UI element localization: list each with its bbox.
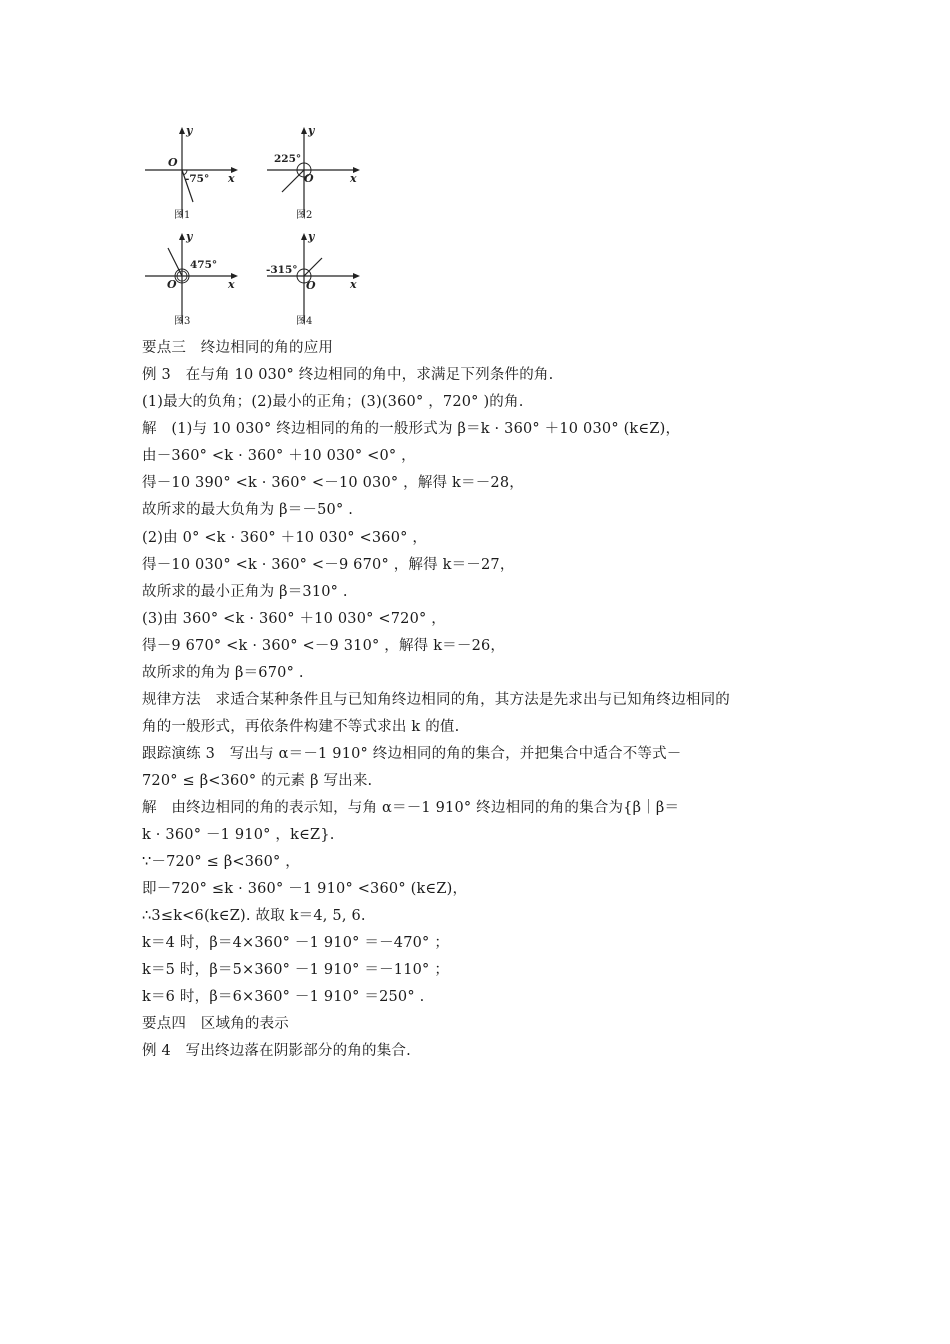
solution-line: k · 360° －1 910° ，k∈Z}. bbox=[142, 827, 335, 843]
figure-1 bbox=[140, 122, 250, 227]
solution-line: 故所求的最大负角为 β＝－50° . bbox=[142, 502, 354, 518]
solution-line: k＝5 时，β＝5×360° －1 910° ＝－110° ； bbox=[142, 962, 450, 978]
angle-label: 225° bbox=[274, 153, 302, 165]
example-4-question: 例 4 写出终边落在阴影部分的角的集合. bbox=[142, 1043, 411, 1059]
method-note: 规律方法 求适合某种条件且与已知角终边相同的角，其方法是先求出与已知角终边相同的 bbox=[142, 692, 730, 708]
figure-caption: 图1 bbox=[174, 210, 191, 221]
solution-line: k＝4 时，β＝4×360° －1 910° ＝－470° ； bbox=[142, 935, 450, 951]
figure-caption: 图3 bbox=[174, 316, 191, 327]
example-3-question: 例 3 在与角 10 030° 终边相同的角中，求满足下列条件的角. bbox=[142, 367, 554, 383]
y-axis-label: y bbox=[186, 230, 193, 243]
solution-line: 故所求的最小正角为 β＝310° . bbox=[142, 584, 348, 600]
solution-line: 由－360° <k · 360° ＋10 030° <0° ， bbox=[142, 448, 416, 464]
method-note: 角的一般形式，再依条件构建不等式求出 k 的值. bbox=[142, 719, 460, 735]
solution-line: 即－720° ≤k · 360° －1 910° <360° (k∈Z)， bbox=[142, 881, 468, 897]
figure-2 bbox=[262, 122, 372, 227]
x-axis-label: x bbox=[228, 172, 235, 185]
section-heading-3: 要点三 终边相同的角的应用 bbox=[142, 340, 334, 356]
figure-caption: 图4 bbox=[296, 316, 313, 327]
exercise-3-question: 720° ≤ β<360° 的元素 β 写出来. bbox=[142, 773, 373, 789]
x-axis-label: x bbox=[350, 278, 357, 291]
y-axis-label: y bbox=[308, 230, 315, 243]
origin-label: O bbox=[306, 279, 316, 292]
angle-label: -75° bbox=[185, 173, 210, 185]
y-axis-label: y bbox=[186, 124, 193, 137]
figure-3 bbox=[140, 228, 250, 333]
solution-line: ∴3≤k<6(k∈Z). 故取 k＝4, 5, 6. bbox=[142, 908, 366, 924]
solution-line: (3)由 360° <k · 360° ＋10 030° <720° ， bbox=[142, 611, 446, 627]
figure-4 bbox=[262, 228, 372, 333]
solution-line: 解 由终边相同的角的表示知，与角 α＝－1 910° 终边相同的角的集合为{β｜β＝ bbox=[142, 800, 680, 816]
origin-label: O bbox=[167, 278, 177, 291]
solution-line: 得－10 030° <k · 360° <－9 670° ，解得 k＝－27， bbox=[142, 557, 515, 573]
solution-line: (2)由 0° <k · 360° ＋10 030° <360° ， bbox=[142, 530, 428, 546]
x-axis-label: x bbox=[228, 278, 235, 291]
exercise-3-question: 跟踪演练 3 写出与 α＝－1 910° 终边相同的角的集合，并把集合中适合不等式－ bbox=[142, 746, 682, 762]
solution-line: 得－10 390° <k · 360° <－10 030° ，解得 k＝－28， bbox=[142, 475, 524, 491]
solution-line: 得－9 670° <k · 360° <－9 310° ，解得 k＝－26， bbox=[142, 638, 506, 654]
solution-line: 故所求的角为 β＝670° . bbox=[142, 665, 304, 681]
origin-label: O bbox=[304, 172, 314, 185]
example-3-parts: (1)最大的负角；(2)最小的正角；(3)(360° ，720° )的角. bbox=[142, 394, 524, 410]
section-heading-4: 要点四 区域角的表示 bbox=[142, 1016, 289, 1032]
solution-line: k＝6 时，β＝6×360° －1 910° ＝250° . bbox=[142, 989, 425, 1005]
angle-label: -315° bbox=[266, 264, 298, 276]
figure-caption: 图2 bbox=[296, 210, 313, 221]
y-axis-label: y bbox=[308, 124, 315, 137]
angle-label: 475° bbox=[190, 259, 218, 271]
solution-line: 解 (1)与 10 030° 终边相同的角的一般形式为 β＝k · 360° ＋10 030° (k∈Z)， bbox=[142, 421, 681, 437]
origin-label: O bbox=[168, 156, 178, 169]
x-axis-label: x bbox=[350, 172, 357, 185]
solution-line: ∵－720° ≤ β<360° ， bbox=[142, 854, 300, 870]
